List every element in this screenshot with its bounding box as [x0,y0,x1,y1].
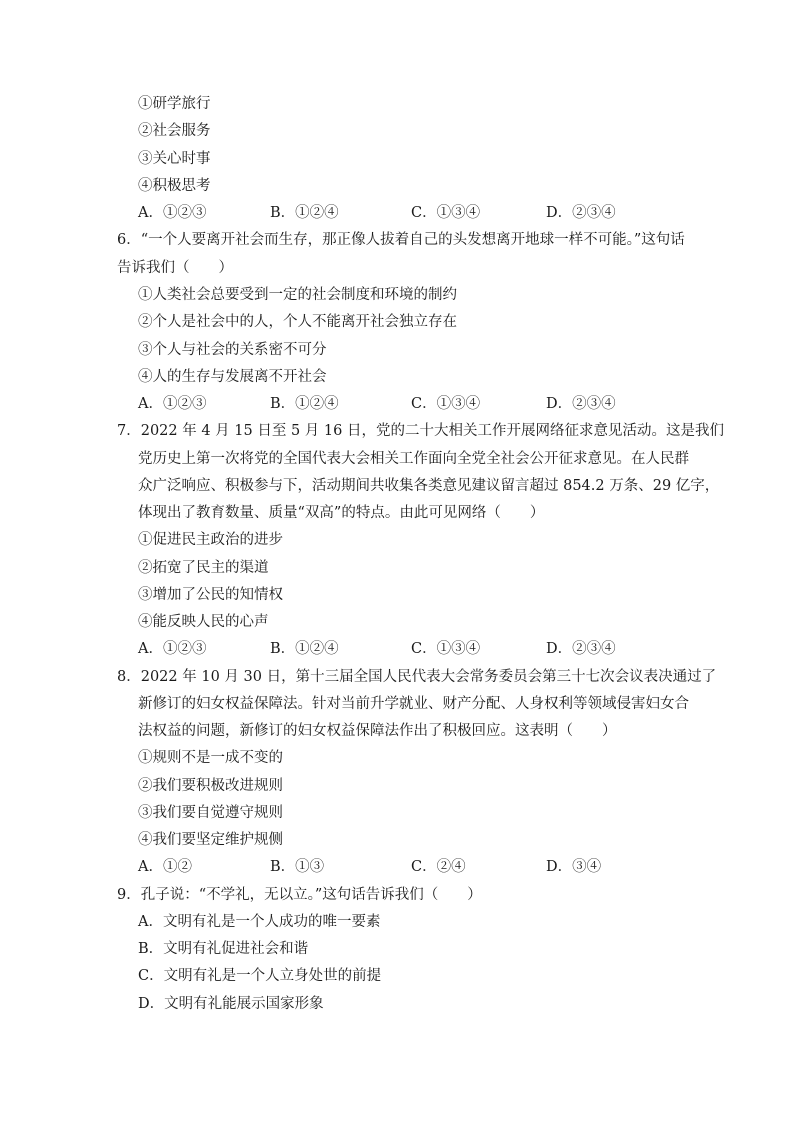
q9-stem-line-1: 9．孔子说：“不学礼，无以立。”这句话告诉我们（ ） [117,887,482,903]
q6-stem-line-2: 告诉我们（ ） [117,260,233,276]
q7-stem-line-3: 众广泛响应、积极参与下，活动期间共收集各类意见建议留言超过 854.2 万条、29 亿字， [138,478,720,494]
q9-option-d[interactable]: D．文明有礼能展示国家形象 [138,996,324,1012]
q8-stem-line-3: 法权益的问题，新修订的妇女权益保障法作出了积极回应。这表明（ ） [138,723,617,739]
q7-item-4: ④能反映人民的心声 [138,614,269,630]
q6-choices [138,393,698,415]
q5-choices [138,202,698,224]
q5-item-1: ①研学旅行 [138,96,211,112]
q8-item-3: ③我们要自觉遵守规则 [138,805,283,821]
q6-item-2: ②个人是社会中的人，个人不能离开社会独立存在 [138,314,457,330]
q6-item-4: ④人的生存与发展离不开社会 [138,369,327,385]
q6-stem-line-1: 6．“一个人要离开社会而生存，那正像人拔着自己的头发想离开地球一样不可能。”这句话 [117,232,685,248]
q9-option-b[interactable]: B．文明有礼促进社会和谐 [138,941,309,957]
q8-item-1: ①规则不是一成不变的 [138,750,283,766]
q5-item-2: ②社会服务 [138,123,211,139]
q8-choices [138,856,698,878]
q8-choice-c[interactable]: C．②④ [411,859,466,875]
q8-choice-d[interactable]: D．③④ [546,859,602,875]
q5-item-3: ③关心时事 [138,151,211,167]
q7-choice-d[interactable]: D．②③④ [546,641,616,657]
q5-item-4: ④积极思考 [138,178,211,194]
q8-item-2: ②我们要积极改进规则 [138,778,283,794]
q6-choice-a[interactable]: A．①②③ [138,396,207,412]
q8-stem-line-2: 新修订的妇女权益保障法。针对当前升学就业、财产分配、人身权利等领域侵害妇女合 [138,696,689,712]
q7-stem-line-1: 7．2022 年 4 月 15 日至 5 月 16 日，党的二十大相关工作开展网络征求意见活动。这是我们 [117,423,724,439]
q7-choice-c[interactable]: C．①③④ [411,641,481,657]
q6-choice-d[interactable]: D．②③④ [546,396,616,412]
q6-choice-b[interactable]: B．①②④ [270,396,339,412]
q8-stem-line-1: 8．2022 年 10 月 30 日，第十三届全国人民代表大会常务委员会第三十七次会议表决通过了 [117,669,717,685]
q7-stem-line-2: 党历史上第一次将党的全国代表大会相关工作面向全党全社会公开征求意见。在人民群 [138,451,689,467]
q7-choices [138,638,698,660]
q5-choice-b[interactable]: B．①②④ [270,205,339,221]
q6-choice-c[interactable]: C．①③④ [411,396,481,412]
q8-item-4: ④我们要坚定维护规侧 [138,832,283,848]
q5-choice-c[interactable]: C．①③④ [411,205,481,221]
q7-item-1: ①促进民主政治的进步 [138,532,283,548]
q5-choice-a[interactable]: A．①②③ [138,205,207,221]
q9-option-a[interactable]: A．文明有礼是一个人成功的唯一要素 [138,914,381,930]
q8-choice-a[interactable]: A．①② [138,859,192,875]
q7-stem-line-4: 体现出了教育数量、质量“双高”的特点。由此可见网络（ ） [138,505,545,521]
q7-choice-b[interactable]: B．①②④ [270,641,339,657]
q7-item-3: ③增加了公民的知情权 [138,587,283,603]
q6-item-1: ①人类社会总要受到一定的社会制度和环境的制约 [138,287,457,303]
q8-choice-b[interactable]: B．①③ [270,859,325,875]
q5-choice-d[interactable]: D．②③④ [546,205,616,221]
q7-item-2: ②拓宽了民主的渠道 [138,560,269,576]
q7-choice-a[interactable]: A．①②③ [138,641,207,657]
q6-item-3: ③个人与社会的关系密不可分 [138,342,327,358]
q9-option-c[interactable]: C．文明有礼是一个人立身处世的前提 [138,968,382,984]
